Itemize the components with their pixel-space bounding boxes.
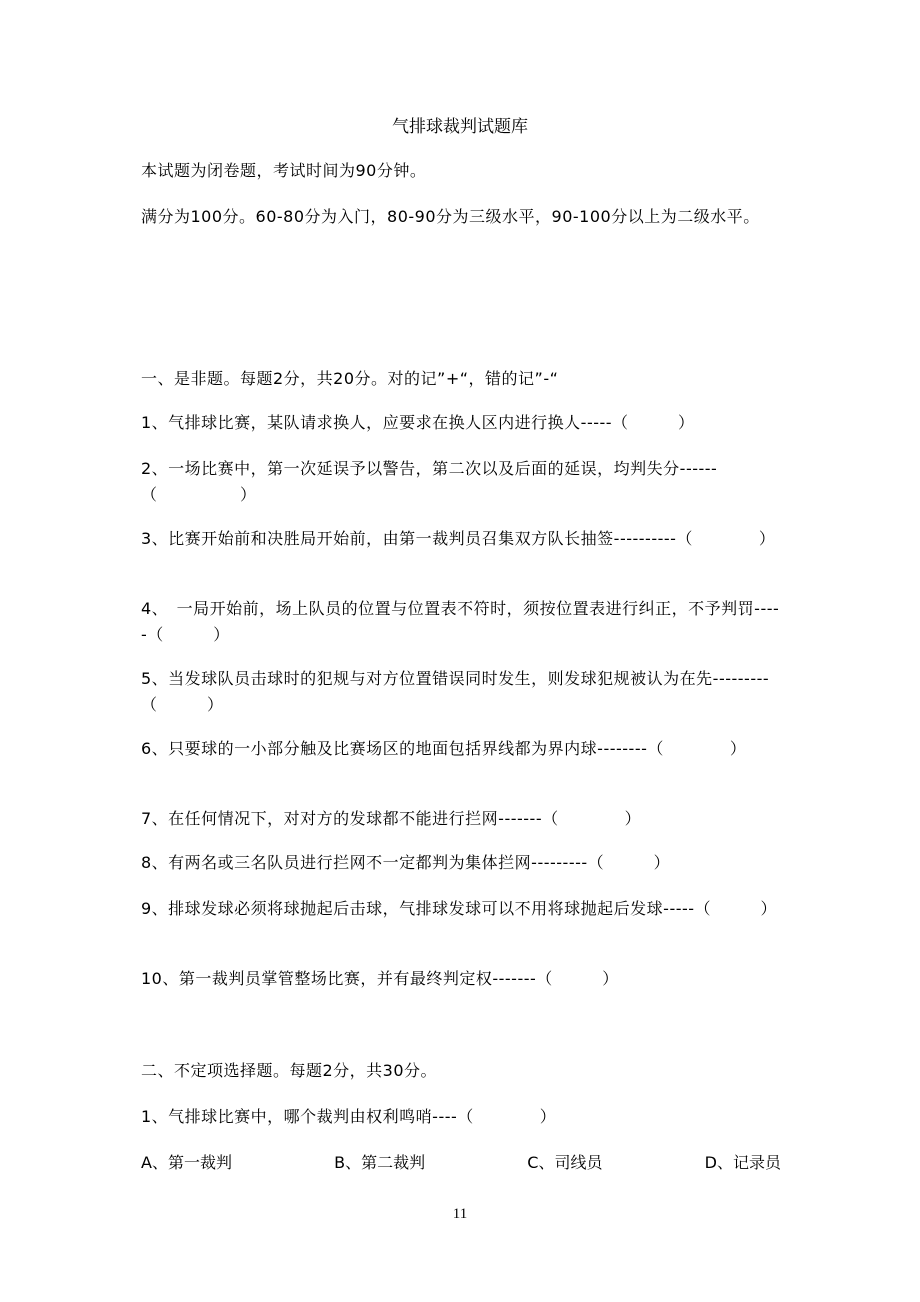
- question-item: 6、只要球的一小部分触及比赛场区的地面包括界线都为界内球--------（ ）: [141, 739, 747, 758]
- option-b: B、第二裁判: [334, 1153, 426, 1172]
- intro-line-scoring: 满分为100分。60-80分为入门，80-90分为三级水平，90-100分以上为二级水平。: [141, 207, 760, 226]
- option-c: C、司线员: [527, 1153, 603, 1172]
- section2-heading: 二、不定项选择题。每题2分，共30分。: [141, 1061, 438, 1080]
- question-item: 2、一场比赛中，第一次延误予以警告，第二次以及后面的延误，均判失分------（ ）: [141, 459, 718, 504]
- choice-question: 1、气排球比赛中，哪个裁判由权利鸣哨----（ ）: [141, 1107, 557, 1126]
- question-item: 5、当发球队员击球时的犯规与对方位置错误同时发生，则发球犯规被认为在先---------（ ）: [141, 669, 770, 714]
- choice-options: [141, 1150, 781, 1176]
- question-item: 4、 一局开始前，场上队员的位置与位置表不符时，须按位置表进行纠正，不予判罚-----（ ）: [141, 599, 780, 644]
- question-item: 3、比赛开始前和决胜局开始前，由第一裁判员召集双方队长抽签----------（ ）: [141, 529, 776, 548]
- question-item: 1、气排球比赛，某队请求换人，应要求在换人区内进行换人-----（ ）: [141, 413, 695, 432]
- question-item: 7、在任何情况下，对对方的发球都不能进行拦网-------（ ）: [141, 809, 642, 828]
- question-item: 9、排球发球必须将球抛起后击球，气排球发球可以不用将球抛起后发球-----（ ）: [141, 899, 778, 918]
- section1-heading: 一、是非题。每题2分，共20分。对的记”+“，错的记”-“: [141, 369, 559, 388]
- question-item: 10、第一裁判员掌管整场比赛，并有最终判定权-------（ ）: [141, 969, 619, 988]
- option-d: D、记录员: [704, 1153, 781, 1172]
- option-a: A、第一裁判: [141, 1153, 232, 1172]
- intro-line-exam-info: 本试题为闭卷题，考试时间为90分钟。: [141, 161, 427, 180]
- document-title: 气排球裁判试题库: [392, 117, 528, 137]
- question-item: 8、有两名或三名队员进行拦网不一定都判为集体拦网---------（ ）: [141, 853, 671, 872]
- page-number: 11: [452, 1206, 468, 1222]
